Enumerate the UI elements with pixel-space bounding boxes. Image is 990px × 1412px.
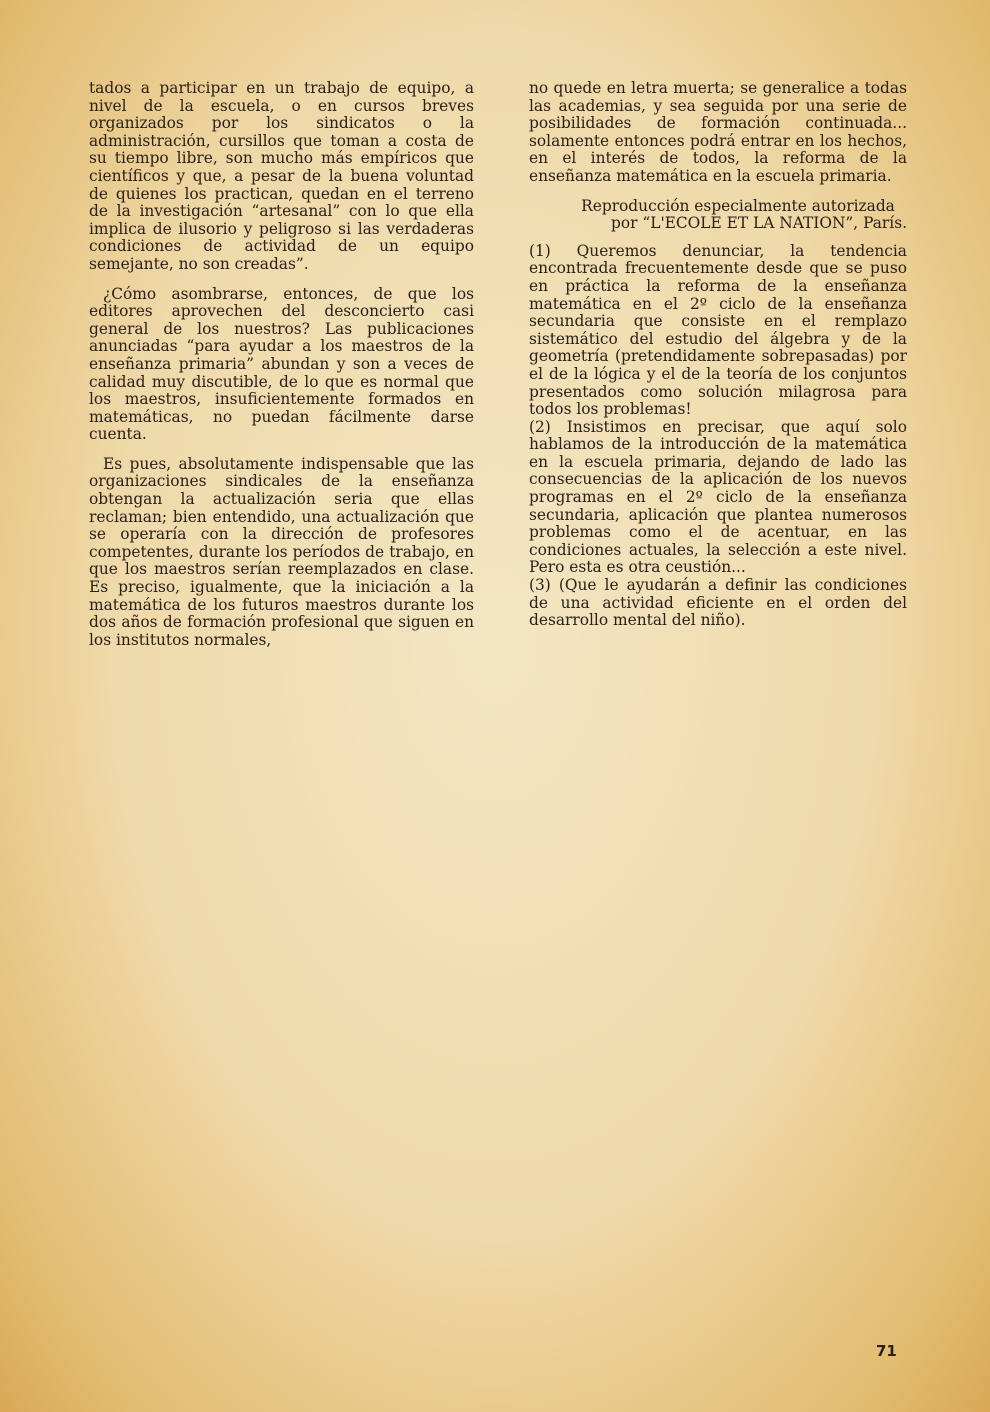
credit-line: por “L'ECOLE ET LA NATION”, París. bbox=[610, 214, 907, 233]
footnote: (1) Queremos denunciar, la tendencia encontrada frecuentemente desde que se puso en práctica la reforma de la enseñanza matemática en el 2º ciclo de la enseñanza secundaria que consiste en el remplazo sistemático del estudio del álgebra y de la geometría (pretendidamente sobrepasadas) por el de la lógica y el de la teoría de los conjuntos presentados como solución milagrosa para todos los problemas! bbox=[529, 241, 907, 419]
paragraph: tados a participar en un trabajo de equipo, a nivel de la escuela, o en cursos breves organizados por los sindicatos o la administración, cursillos que toman a costa de su tiempo libre, son mucho más empíricos que científicos y que, a pesar de la buena voluntad de quienes los practican, quedan en el terreno de la investigación “artesanal” con lo que ella implica de ilusorio y peligroso si las verdaderas condiciones de actividad de un equipo semejante, no son creadas”. bbox=[89, 79, 474, 273]
page-number: 71 bbox=[876, 1342, 897, 1360]
reproduction-credit bbox=[529, 198, 907, 233]
paragraph: no quede en letra muerta; se generalice a todas las academias, y sea seguida por una serie de posibilidades de formación continuada... solamente entonces podrá entrar en los hechos, en el interés de todos, la reforma de la enseñanza matemática en la escuela primaria. bbox=[529, 79, 907, 185]
footnote: (3) (Que le ayudarán a definir las condiciones de una actividad eficiente en el orden del desarrollo mental del niño). bbox=[529, 576, 907, 630]
footnote: (2) Insistimos en precisar, que aquí solo hablamos de la introducción de la matemática en la escuela primaria, dejando de lado las consecuencias de la aplicación de los nuevos programas en el 2º ciclo de la enseñanza secundaria, aplicación que plantea numerosos problemas como el de acentuar, en las condiciones actuales, la selección a este nivel. Pero esta es otra ceustión... bbox=[529, 417, 907, 577]
left-column bbox=[89, 80, 474, 661]
paragraph: ¿Cómo asombrarse, entonces, de que los editores aprovechen del desconcierto casi general de los nuestros? Las publicaciones anunciadas “para ayudar a los maestros de la enseñanza primaria” abundan y son a veces de calidad muy discutible, de lo que es normal que los maestros, insuficientemente formados en matemáticas, no puedan fácilmente darse cuenta. bbox=[89, 284, 474, 444]
credit-line: Reproducción especialmente autorizada bbox=[581, 196, 895, 215]
right-column bbox=[529, 80, 907, 630]
paragraph: Es pues, absolutamente indispensable que las organizaciones sindicales de la enseñanza obtengan la actualización seria que ellas reclaman; bien entendido, una actualización que se operaría con la dirección de profesores competentes, durante los períodos de trabajo, en que los maestros serían reemplazados en clase. Es preciso, igualmente, que la iniciación a la matemática de los futuros maestros durante los dos años de formación profesional que siguen en los institutos normales, bbox=[89, 454, 474, 649]
